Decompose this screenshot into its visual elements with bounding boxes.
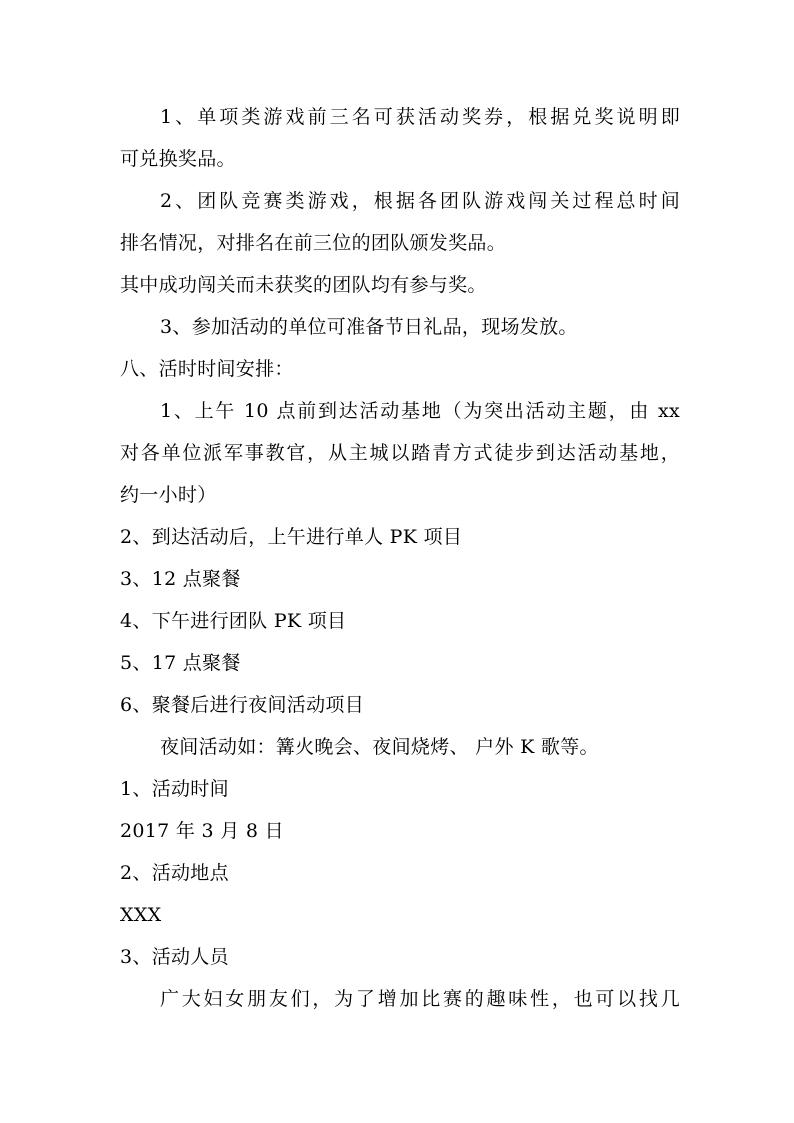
paragraph-prize-single-line2: 可兑换奖品。 <box>120 148 236 170</box>
paragraph-participation-award: 其中成功闯关而未获奖的团队均有参与奖。 <box>120 274 487 296</box>
paragraph-prize-single-line1: 1、单项类游戏前三名可获活动奖券，根据兑奖说明即 <box>160 106 680 128</box>
schedule-item-1-line3: 约一小时） <box>120 484 217 506</box>
schedule-item-1-line2: 对各单位派军事教官，从主城以踏青方式徒步到达活动基地， <box>120 442 680 464</box>
heading-activity-location: 2、活动地点 <box>120 862 229 884</box>
heading-activity-time: 1、活动时间 <box>120 778 229 800</box>
paragraph-night-activities: 夜间活动如：篝火晚会、夜间烧烤、 户外 K 歌等。 <box>160 736 599 758</box>
activity-date: 2017 年 3 月 8 日 <box>120 820 284 842</box>
heading-activity-participants: 3、活动人员 <box>120 946 229 968</box>
schedule-item-5: 5、17 点聚餐 <box>120 652 241 674</box>
paragraph-holiday-gifts: 3、参加活动的单位可准备节日礼品，现场发放。 <box>160 316 578 338</box>
paragraph-prize-team-line2: 排名情况，对排名在前三位的团队颁发奖品。 <box>120 232 507 254</box>
schedule-item-6: 6、聚餐后进行夜间活动项目 <box>120 694 364 716</box>
schedule-item-2: 2、到达活动后，上午进行单人 PK 项目 <box>120 526 463 548</box>
schedule-item-4: 4、下午进行团队 PK 项目 <box>120 610 347 632</box>
paragraph-prize-team-line1: 2、团队竞赛类游戏，根据各团队游戏闯关过程总时间 <box>160 190 680 212</box>
schedule-item-1-line1: 1、上午 10 点前到达活动基地（为突出活动主题，由 xx <box>160 400 680 422</box>
schedule-item-3: 3、12 点聚餐 <box>120 568 241 590</box>
section-heading-schedule: 八、活时时间安排： <box>120 358 294 380</box>
activity-location: XXX <box>120 904 162 926</box>
paragraph-participants: 广大妇女朋友们，为了增加比赛的趣味性，也可以找几 <box>160 988 680 1010</box>
